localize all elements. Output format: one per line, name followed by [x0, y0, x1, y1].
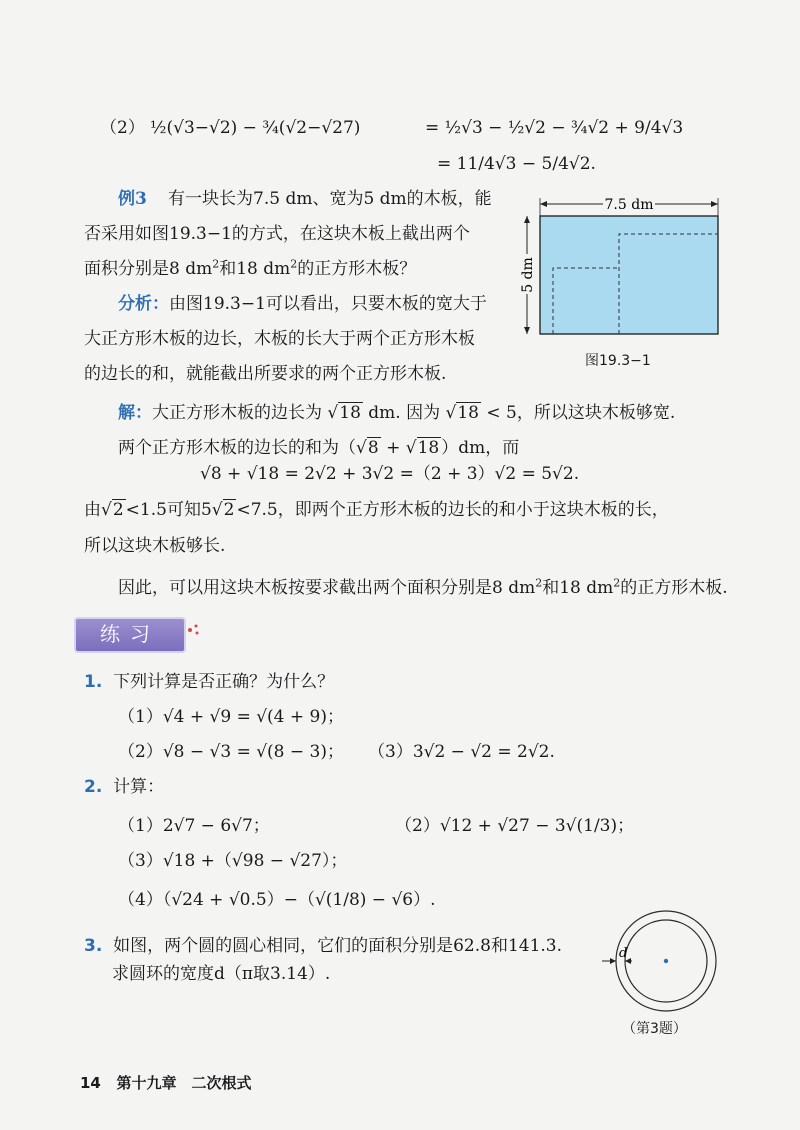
example3-line2: 否采用如图19.3−1的方式，在这块木板上截出两个: [84, 224, 470, 244]
analysis-line2: 大正方形木板的边长，木板的长大于两个正方形木板: [84, 329, 475, 349]
q2: 2. 计算：: [84, 777, 165, 797]
eq2-line2: = 11/4√3 − 5/4√2.: [437, 154, 596, 174]
q3-line2: 求圆环的宽度d（π取3.14）.: [112, 964, 331, 984]
board-figure: [515, 192, 730, 372]
example3-tag: 例3: [118, 189, 147, 209]
q1-b: （2）√8 − √3 = √(8 − 3)；: [118, 742, 344, 762]
analysis-line3: 的边长的和，就能截出所要求的两个正方形木板.: [84, 364, 447, 384]
analysis-line1: 分析：由图19.3−1可以看出，只要木板的宽大于: [118, 294, 487, 314]
footer: [80, 1072, 252, 1093]
page-number: 14: [80, 1074, 101, 1092]
dots-icon: [184, 620, 204, 640]
q1-c: （3）3√2 − √2 = 2√2.: [368, 742, 555, 762]
figure-caption: 图19.3−1: [585, 353, 651, 369]
conclusion: 因此，可以用这块木板按要求截出两个面积分别是8 $dm^2$和18 $dm^2$的正方形木板.: [118, 576, 728, 598]
solution-line4: 由√2 <1.5可知5√2 <7.5，即两个正方形木板的边长的和小于这块木板的长，: [84, 500, 669, 520]
q2-a: （1）2√7 − 6√7；: [118, 816, 270, 836]
solution-line3: √8 + √18 = 2√2 + 3√2 =（2 + 3）√2 = 5√2.: [200, 464, 580, 484]
solution-line1: 解：大正方形木板的边长为 √18 dm. 因为 √18 < 5，所以这块木板够宽.: [118, 403, 676, 423]
example3-line1: 有一块长为7.5 dm、宽为5 dm的木板，能: [168, 189, 492, 209]
eq2-lhs: ½(√3−√2) − ¾(√2−√27): [150, 118, 361, 138]
chapter-title: 第十九章 二次根式: [116, 1074, 252, 1092]
board-rect: [540, 216, 718, 334]
height-label: 5 dm: [520, 257, 536, 293]
width-d-label: d: [619, 946, 628, 961]
q2-b: （2）√12 + √27 − 3√(1/3)；: [395, 816, 635, 836]
practice-header: 练习: [74, 617, 186, 653]
q1: 1. 下列计算是否正确？为什么？: [84, 672, 335, 692]
eq2-label: （2）: [100, 118, 145, 138]
q2-c: （3）√18 +（√98 − √27）；: [118, 851, 348, 871]
eq2-line1: = ½√3 − ½√2 − ¾√2 + 9/4√3: [425, 118, 684, 138]
example3-line3: 面积分别是8 $dm^2$和18 $dm^2$的正方形木板？: [84, 257, 417, 279]
width-label: 7.5 dm: [604, 197, 654, 213]
solution-line2: 两个正方形木板的边长的和为（√8 + √18 ）dm，而: [118, 438, 520, 458]
q2-d: （4）（√24 + √0.5）−（√(1/8) − √6）.: [118, 890, 436, 910]
q3-line1: 3. 如图，两个圆的圆心相同，它们的面积分别是62.8和141.3.: [84, 936, 563, 956]
center-point: [664, 959, 668, 963]
q1-a: （1）√4 + √9 = √(4 + 9)；: [118, 707, 344, 727]
annulus-figure: [596, 908, 736, 1020]
solution-line5: 所以这块木板够长.: [84, 536, 226, 556]
q3-caption: （第3题）: [622, 1021, 687, 1037]
